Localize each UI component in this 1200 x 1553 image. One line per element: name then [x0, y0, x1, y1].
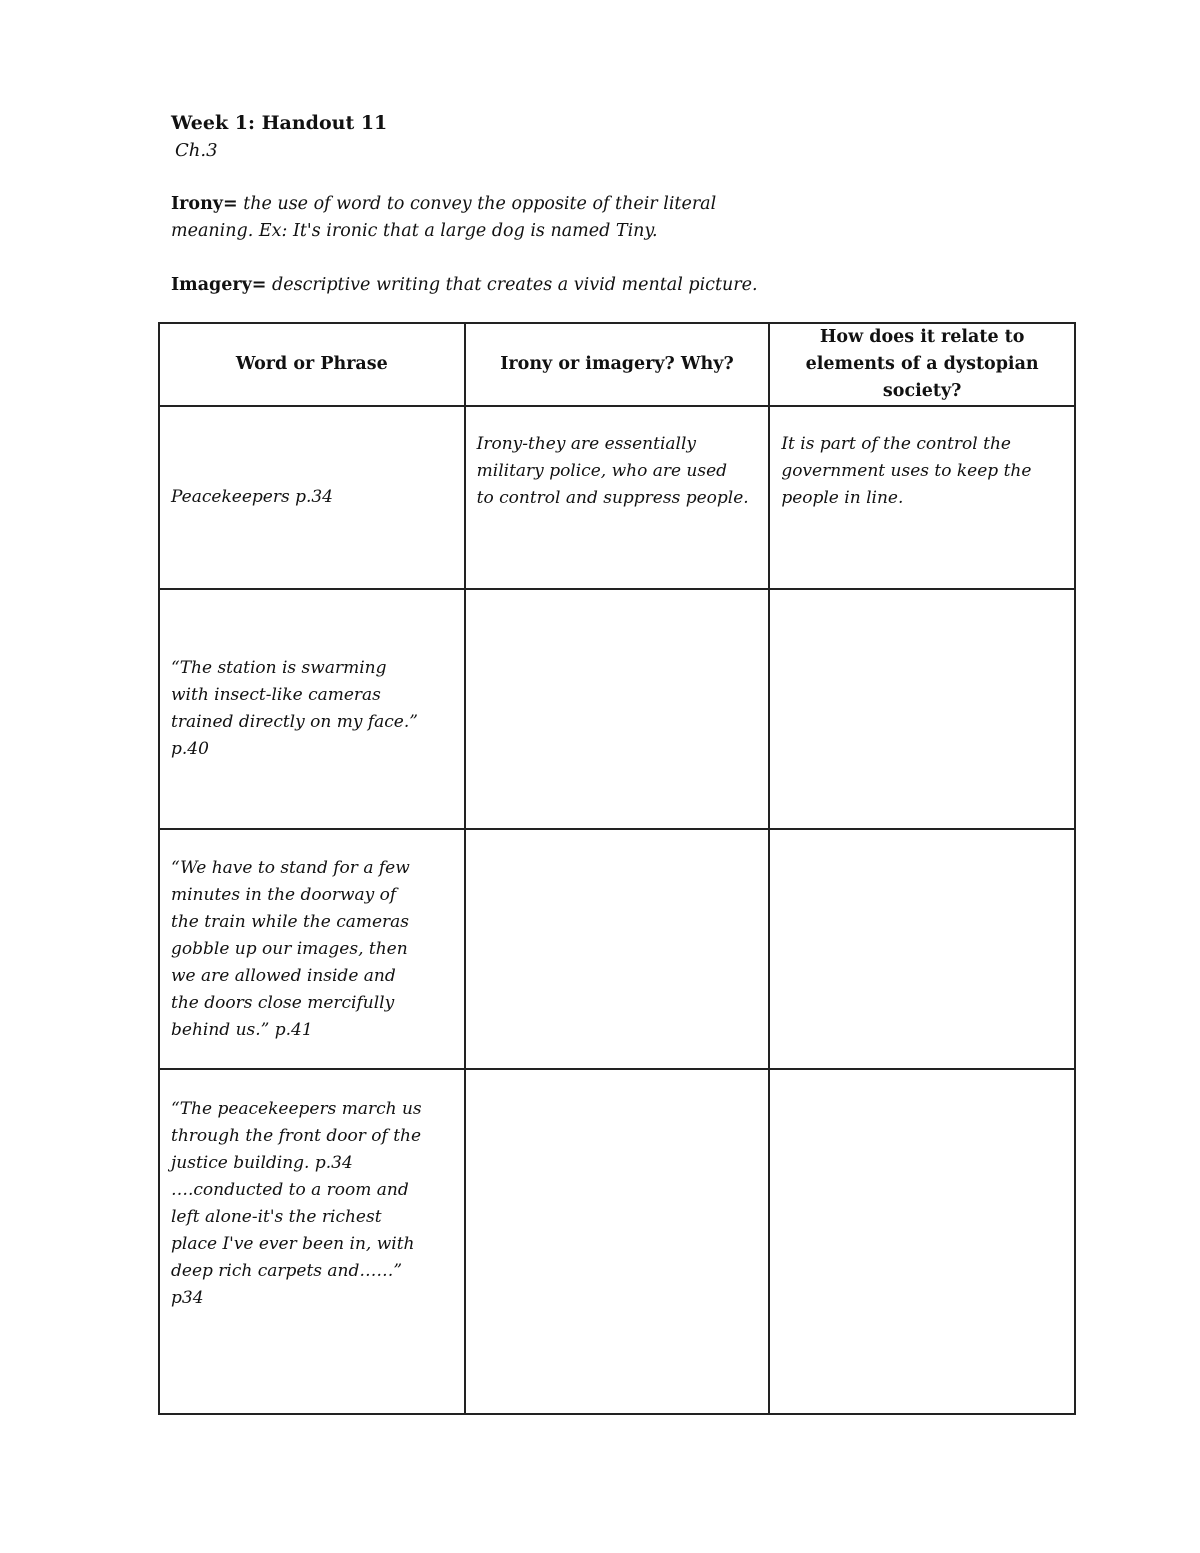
table-row — [159, 1069, 1075, 1414]
answer-dystopian-cell[interactable] — [769, 589, 1075, 829]
header-word-or-phrase: Word or Phrase — [159, 323, 465, 406]
answer-dystopian-cell[interactable] — [769, 1069, 1075, 1414]
phrase-cell: “The station is swarming with insect-like cameras trained directly on my face.” p.40 — [159, 589, 465, 829]
answer-dystopian-cell[interactable]: It is part of the control the government uses to keep the people in line. — [769, 406, 1075, 589]
table-row — [159, 829, 1075, 1069]
answer-irony-imagery-cell[interactable] — [465, 1069, 770, 1414]
phrase-cell: Peacekeepers p.34 — [159, 406, 465, 589]
answer-irony-imagery-cell[interactable]: Irony-they are essentially military police, who are used to control and suppress people. — [465, 406, 770, 589]
phrase-cell: “We have to stand for a few minutes in the doorway of the train while the cameras gobble up our images, then we are allowed inside and the doors close mercifully behind us.” p.41 — [159, 829, 465, 1069]
imagery-definition-text: descriptive writing that creates a vivid mental picture. — [266, 275, 758, 295]
answer-dystopian-cell[interactable] — [769, 829, 1075, 1069]
worksheet-table — [158, 322, 1076, 1415]
imagery-definition — [171, 272, 791, 299]
answer-irony-imagery-cell[interactable] — [465, 829, 770, 1069]
irony-definition — [171, 191, 791, 245]
table-row — [159, 589, 1075, 829]
irony-definition-text: the use of word to convey the opposite of their literal meaning. Ex: It's ironic that a large dog is named Tiny. — [171, 194, 717, 241]
irony-term: Irony= — [171, 194, 238, 214]
page-title: Week 1: Handout 11 — [171, 112, 388, 134]
header-dystopian-relation: How does it relate to elements of a dystopian society? — [769, 323, 1075, 406]
chapter-label: Ch.3 — [175, 140, 218, 161]
table-row — [159, 406, 1075, 589]
phrase-cell: “The peacekeepers march us through the front door of the justice building. p.34 ….conducted to a room and left alone-it's the richest place I've ever been in, with deep rich carpets and……” p34 — [159, 1069, 465, 1414]
imagery-term: Imagery= — [171, 275, 267, 295]
answer-irony-imagery-cell[interactable] — [465, 589, 770, 829]
table-header-row — [159, 323, 1075, 406]
header-irony-or-imagery: Irony or imagery? Why? — [465, 323, 770, 406]
